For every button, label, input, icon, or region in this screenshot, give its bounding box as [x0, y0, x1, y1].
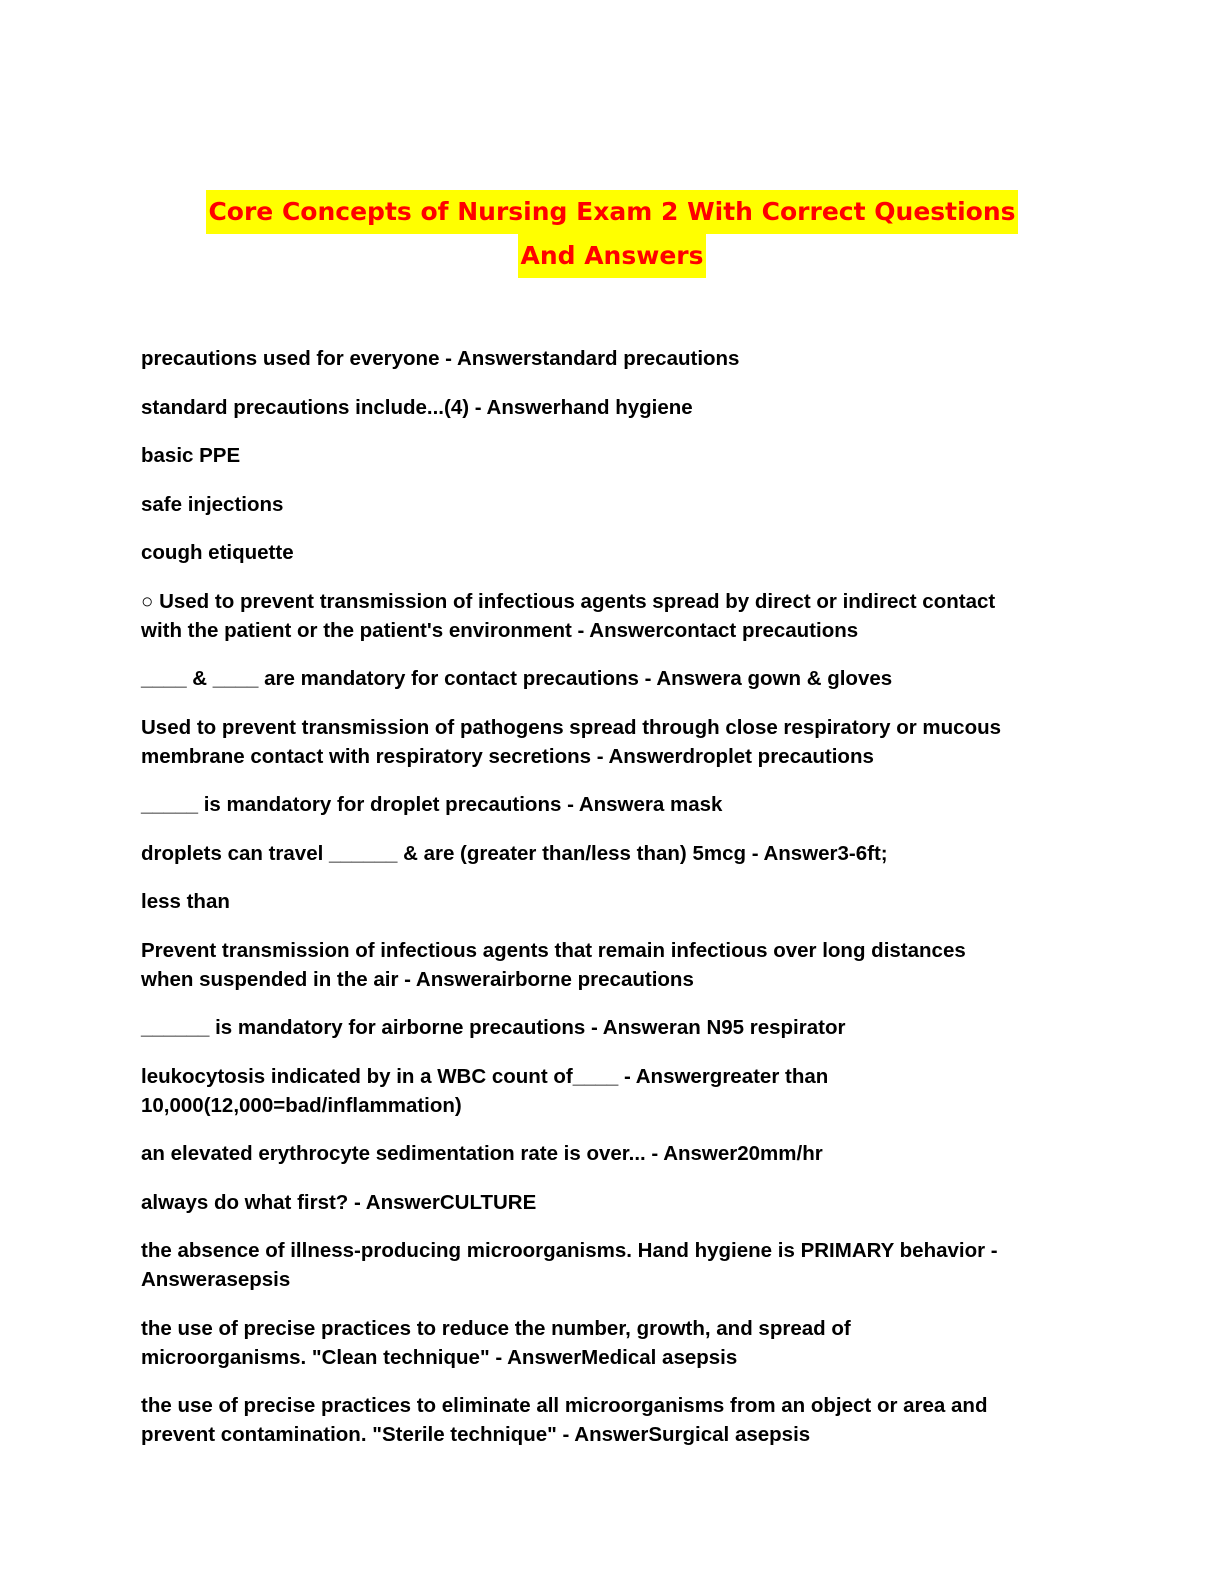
qa-entry: the use of precise practices to reduce the number, growth, and spread of microorganisms. "Clean technique" - AnswerMedical asepsis: [141, 1316, 851, 1369]
qa-entry: _____ is mandatory for droplet precautions - Answera mask: [141, 793, 723, 816]
qa-list: [141, 344, 1071, 1469]
qa-entry: leukocytosis indicated by in a WBC count of____ - Answergreater than 10,000(12,000=bad/inflammation): [141, 1064, 829, 1117]
qa-entry: an elevated erythrocyte sedimentation rate is over... - Answer20mm/hr: [141, 1142, 823, 1165]
qa-entry: the absence of illness-producing microorganisms. Hand hygiene is PRIMARY behavior - Answerasepsis: [141, 1239, 998, 1291]
qa-entry: ____ & ____ are mandatory for contact precautions - Answera gown & gloves: [141, 667, 893, 690]
qa-entry: Prevent transmission of infectious agents that remain infectious over long distances when suspended in the air - Answerairborne precautions: [141, 938, 966, 991]
qa-entry: droplets can travel ______ & are (greater than/less than) 5mcg - Answer3-6ft;: [141, 841, 888, 865]
qa-entry: cough etiquette: [141, 541, 294, 564]
qa-entry: ______ is mandatory for airborne precautions - Answeran N95 respirator: [141, 1016, 846, 1039]
title-line-1: Core Concepts of Nursing Exam 2 With Correct Questions: [206, 190, 1017, 234]
qa-entry: the use of precise practices to eliminate all microorganisms from an object or area and prevent contamination. "Sterile technique" - AnswerSurgical asepsis: [141, 1394, 988, 1446]
title-line-2: And Answers: [518, 234, 705, 278]
qa-entry: always do what first? - AnswerCULTURE: [141, 1190, 537, 1214]
qa-entry: ○ Used to prevent transmission of infectious agents spread by direct or indirect contact with the patient or the patient's environment - Answercontact precautions: [141, 589, 996, 642]
qa-entry: precautions used for everyone - Answerstandard precautions: [141, 347, 740, 370]
qa-entry: standard precautions include...(4) - Answerhand hygiene: [141, 395, 693, 419]
qa-entry: Used to prevent transmission of pathogens spread through close respiratory or mucous membrane contact with respiratory secretions - Answerdroplet precautions: [141, 715, 1002, 768]
document-title: [0, 190, 1224, 278]
qa-entry: less than: [141, 890, 230, 913]
qa-entry: safe injections: [141, 492, 284, 516]
qa-entry: basic PPE: [141, 444, 241, 467]
